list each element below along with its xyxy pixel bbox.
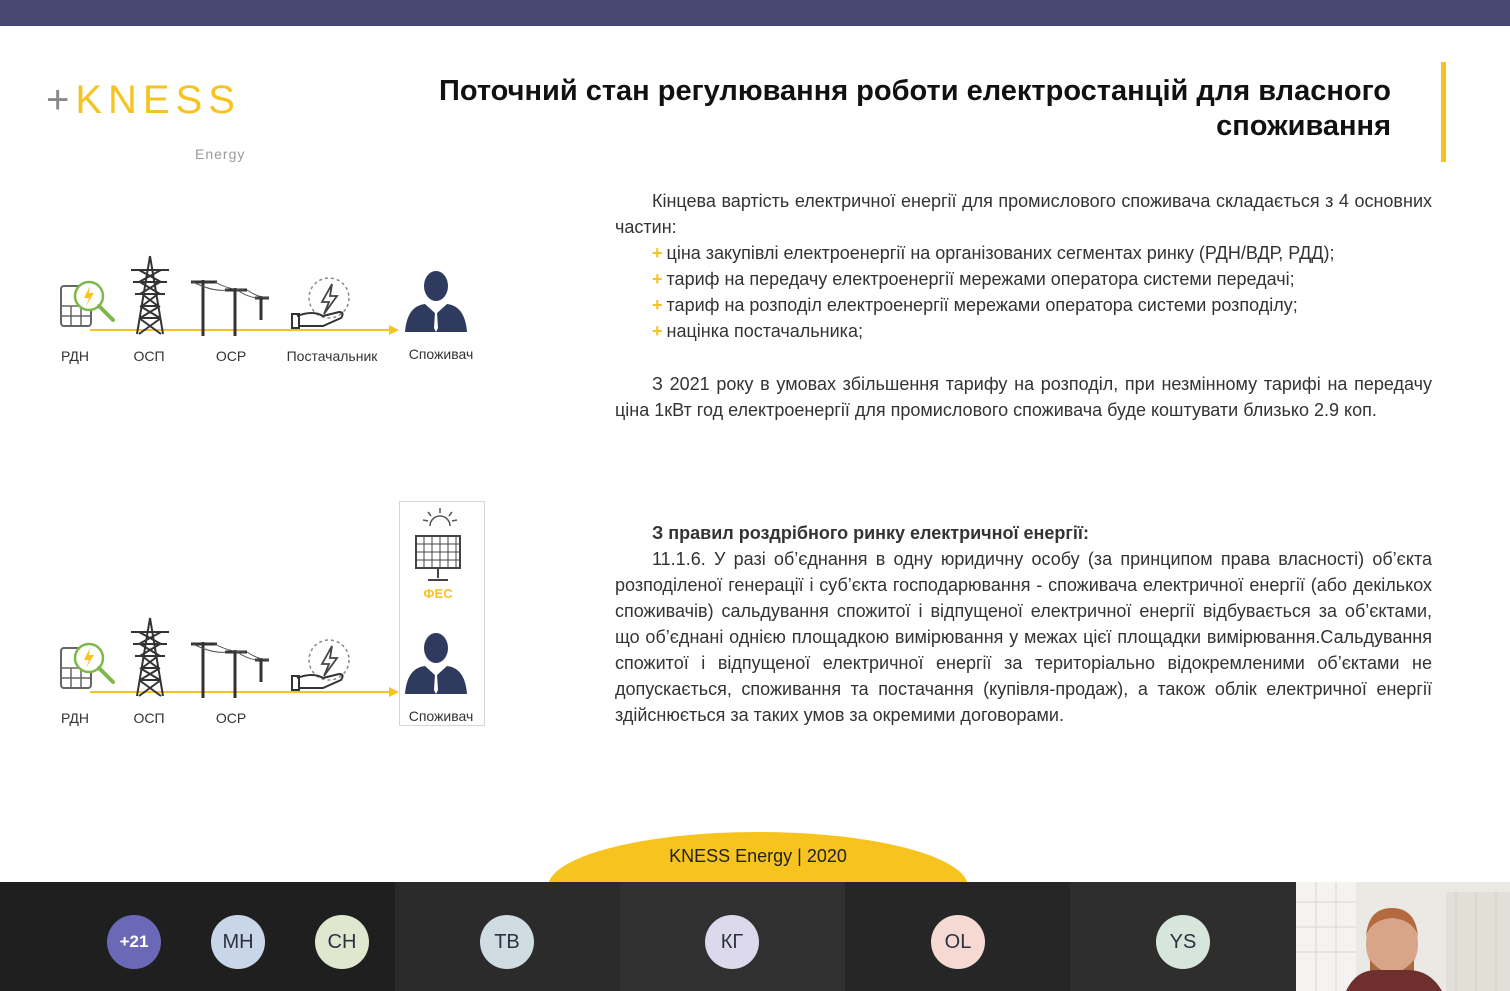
tariff-paragraph: З 2021 року в умовах збільшення тарифу на розподіл, при незмінному тарифі на передачу ціна 1кВт год електроенергії для промислового споживача буде коштувати близько 2.9 коп.	[615, 374, 1432, 420]
label-osr: ОСР	[215, 710, 247, 726]
cost-structure-text	[615, 188, 1432, 344]
label-osr: ОСР	[215, 348, 247, 364]
plus-bullet-icon: +	[652, 269, 663, 289]
market-calculator-icon	[59, 638, 117, 694]
slide-title-line2: споживання	[1216, 110, 1391, 142]
label-rdn: РДН	[61, 710, 89, 726]
participant-avatar[interactable]: CH	[315, 915, 369, 969]
power-line-poles-icon	[189, 638, 273, 700]
window-top-bar	[0, 0, 1510, 26]
participant-avatar[interactable]: МН	[211, 915, 265, 969]
logo-wordmark	[46, 78, 241, 123]
plus-bullet-icon: +	[652, 321, 663, 341]
participant-avatar: OL	[931, 915, 985, 969]
supply-chain-diagram-bottom	[55, 608, 495, 728]
more-participants-avatar[interactable]: +21	[107, 915, 161, 969]
consumer-person-icon	[401, 270, 471, 334]
video-feed-image	[1296, 882, 1510, 991]
sun-icon	[422, 506, 458, 528]
bullet-text: тариф на розподіл електроенергії мережами оператора системи розподілу;	[666, 295, 1298, 315]
participant-tile-group	[0, 882, 395, 991]
participant-tile[interactable]	[845, 882, 1070, 991]
tariff-2021-text	[615, 371, 1432, 423]
bullet-item	[615, 318, 1432, 344]
slide-title-line1: Поточний стан регулювання роботи електростанцій для власного	[439, 75, 1391, 107]
fes-label: ФЕС	[423, 586, 453, 601]
participant-avatar: КГ	[705, 915, 759, 969]
rules-heading: З правил роздрібного ринку електричної енергії:	[652, 523, 1089, 543]
flow-arrow-head	[389, 687, 399, 697]
flow-arrow-head	[389, 325, 399, 335]
participant-tile[interactable]	[395, 882, 620, 991]
consumer-person-icon	[401, 632, 471, 696]
presentation-slide	[0, 26, 1510, 883]
participant-avatar: YS	[1156, 915, 1210, 969]
participants-bar	[0, 882, 1510, 991]
transmission-tower-icon	[127, 254, 173, 336]
bullet-item	[615, 240, 1432, 266]
participant-video-tile[interactable]	[1296, 882, 1510, 991]
logo-plus: +	[46, 78, 76, 122]
bullet-item	[615, 292, 1432, 318]
label-rdn: РДН	[61, 348, 89, 364]
label-osp: ОСП	[133, 710, 165, 726]
kness-logo	[46, 78, 266, 168]
hand-energy-icon	[289, 638, 353, 694]
plus-bullet-icon: +	[652, 295, 663, 315]
label-consumer: Споживач	[408, 708, 474, 724]
rules-paragraph: 11.1.6. У разі об’єднання в одну юридичну особу (за принципом права власності) об’єкта розподіленої генерації і суб’єкта господарювання - споживача електричної енергії (або декількох споживачів) сальдування спожитої і відпущеної електричної енергії відбувається за об’єктами, що об’єднані однією площадкою вимірювання у межах цієї площадки вимірювання.Сальдування спожитої і відпущеної електричної енергії за територіально відокремленими об’єктами не допускається, споживання та постачання (купівля-продаж), а також облік електричної енергії здійснюється за таких умов за окремими договорами.	[615, 549, 1432, 725]
label-osp: ОСП	[133, 348, 165, 364]
logo-name: KNESS	[75, 78, 241, 122]
label-consumer: Споживач	[408, 346, 474, 362]
bullet-text: націнка постачальника;	[666, 321, 863, 341]
title-accent-bar	[1441, 62, 1446, 162]
hand-energy-icon	[289, 276, 353, 332]
logo-subtitle: Energy	[195, 146, 246, 162]
participant-avatar: TB	[480, 915, 534, 969]
market-calculator-icon	[59, 276, 117, 332]
label-supplier: Постачальник	[286, 348, 378, 364]
supply-chain-diagram-top	[55, 246, 495, 366]
power-line-poles-icon	[189, 276, 273, 338]
solar-panel-icon	[412, 534, 464, 584]
participant-tile[interactable]	[1070, 882, 1296, 991]
bullet-text: ціна закупівлі електроенергії на організованих сегментах ринку (РДН/ВДР, РДД);	[666, 243, 1335, 263]
participant-tile[interactable]	[620, 882, 845, 991]
slide-title	[360, 74, 1391, 144]
bullet-item	[615, 266, 1432, 292]
plus-bullet-icon: +	[652, 243, 663, 263]
intro-paragraph: Кінцева вартість електричної енергії для промислового споживача складається з 4 основних частин:	[615, 191, 1432, 237]
transmission-tower-icon	[127, 616, 173, 698]
bullet-text: тариф на передачу електроенергії мережами оператора системи передачі;	[666, 269, 1295, 289]
retail-rules-text	[615, 520, 1432, 728]
footer-text: KNESS Energy | 2020	[669, 846, 847, 866]
